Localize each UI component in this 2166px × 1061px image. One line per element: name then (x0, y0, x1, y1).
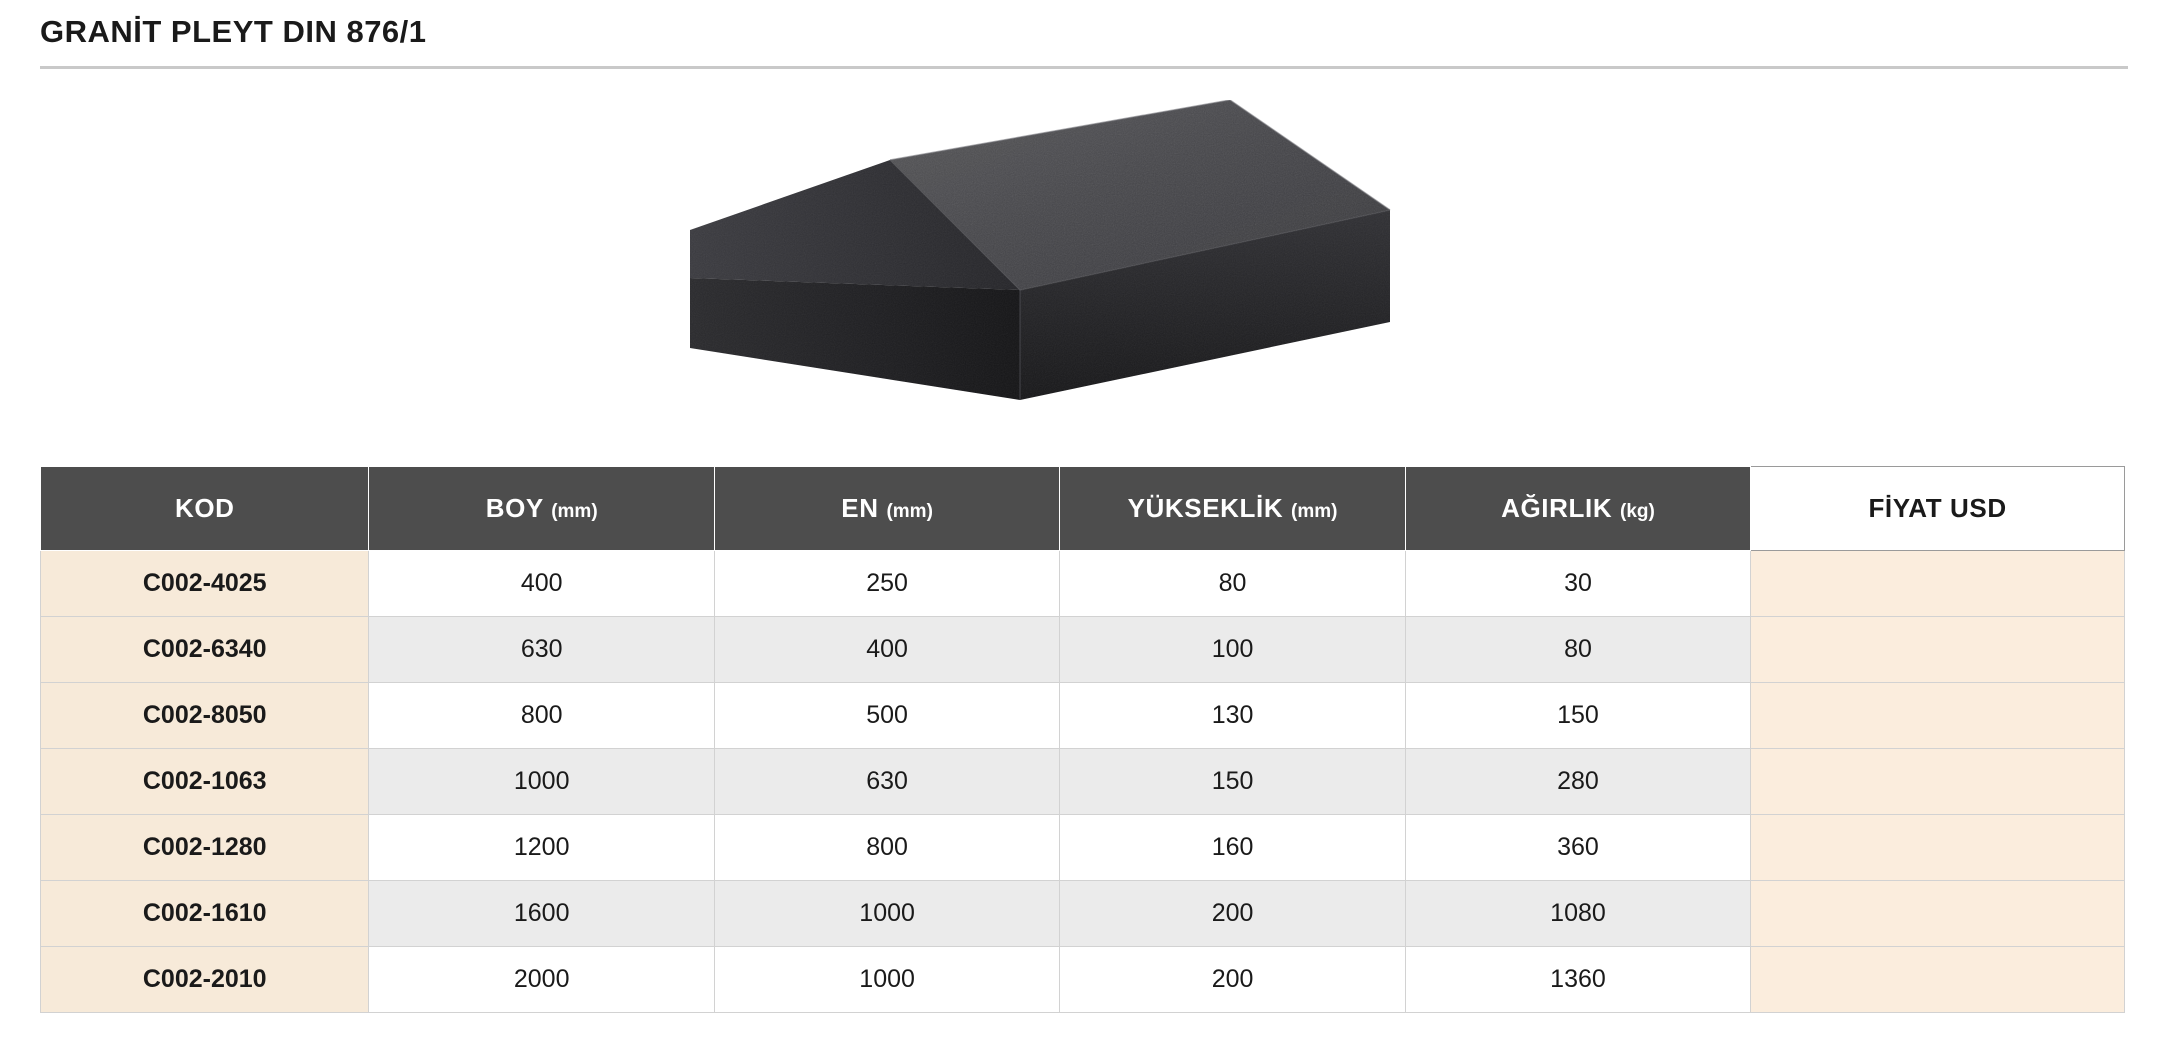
cell-kod: C002-1280 (41, 815, 369, 881)
cell-fiyat (1751, 617, 2125, 683)
column-header-kod-label: KOD (174, 493, 235, 523)
column-header-agirlik (1405, 467, 1750, 551)
cell-en: 1000 (714, 947, 1059, 1013)
column-header-yukseklik-unit: (mm) (1291, 501, 1338, 522)
cell-fiyat (1751, 815, 2125, 881)
cell-fiyat (1751, 947, 2125, 1013)
column-header-boy-unit: (mm) (551, 501, 598, 522)
table-row (41, 815, 2125, 881)
cell-boy: 2000 (369, 947, 714, 1013)
cell-agirlik: 1360 (1405, 947, 1750, 1013)
cell-boy: 800 (369, 683, 714, 749)
table-row (41, 551, 2125, 617)
cell-agirlik: 360 (1405, 815, 1750, 881)
cell-en: 1000 (714, 881, 1059, 947)
cell-kod: C002-1610 (41, 881, 369, 947)
page-title: GRANİT PLEYT DIN 876/1 (40, 14, 427, 49)
column-header-fiyat-label: FİYAT USD (1868, 493, 2007, 523)
column-header-en-label: EN (841, 493, 879, 523)
cell-en: 250 (714, 551, 1059, 617)
cell-yukseklik: 200 (1060, 881, 1405, 947)
cell-yukseklik: 100 (1060, 617, 1405, 683)
cell-boy: 1600 (369, 881, 714, 947)
cell-agirlik: 80 (1405, 617, 1750, 683)
cell-agirlik: 30 (1405, 551, 1750, 617)
cell-boy: 400 (369, 551, 714, 617)
cell-en: 400 (714, 617, 1059, 683)
cell-agirlik: 280 (1405, 749, 1750, 815)
cell-boy: 1000 (369, 749, 714, 815)
table-body (41, 551, 2125, 1013)
column-header-en (714, 467, 1059, 551)
cell-yukseklik: 130 (1060, 683, 1405, 749)
cell-agirlik: 1080 (1405, 881, 1750, 947)
cell-en: 500 (714, 683, 1059, 749)
cell-yukseklik: 150 (1060, 749, 1405, 815)
table-row (41, 683, 2125, 749)
cell-kod: C002-2010 (41, 947, 369, 1013)
column-header-agirlik-label: AĞIRLIK (1501, 493, 1613, 523)
column-header-agirlik-unit: (kg) (1620, 501, 1655, 522)
product-image (690, 100, 1470, 450)
table-header-row (41, 467, 2125, 551)
table-row (41, 749, 2125, 815)
cell-agirlik: 150 (1405, 683, 1750, 749)
cell-kod: C002-8050 (41, 683, 369, 749)
cell-yukseklik: 80 (1060, 551, 1405, 617)
cell-yukseklik: 160 (1060, 815, 1405, 881)
cell-kod: C002-4025 (41, 551, 369, 617)
column-header-kod (41, 467, 369, 551)
granite-plate-illustration (690, 100, 1470, 450)
column-header-en-unit: (mm) (886, 501, 933, 522)
specifications-table (40, 466, 2125, 1013)
column-header-fiyat (1751, 467, 2125, 551)
table-row (41, 881, 2125, 947)
cell-fiyat (1751, 749, 2125, 815)
table-row (41, 617, 2125, 683)
cell-fiyat (1751, 551, 2125, 617)
specifications-table-wrapper (40, 466, 2125, 1013)
column-header-yukseklik (1060, 467, 1405, 551)
cell-boy: 1200 (369, 815, 714, 881)
cell-kod: C002-1063 (41, 749, 369, 815)
title-divider (40, 66, 2128, 69)
cell-kod: C002-6340 (41, 617, 369, 683)
cell-boy: 630 (369, 617, 714, 683)
column-header-boy (369, 467, 714, 551)
cell-fiyat (1751, 683, 2125, 749)
cell-yukseklik: 200 (1060, 947, 1405, 1013)
table-row (41, 947, 2125, 1013)
cell-fiyat (1751, 881, 2125, 947)
cell-en: 800 (714, 815, 1059, 881)
column-header-boy-label: BOY (485, 493, 544, 523)
cell-en: 630 (714, 749, 1059, 815)
column-header-yukseklik-label: YÜKSEKLİK (1127, 493, 1284, 523)
